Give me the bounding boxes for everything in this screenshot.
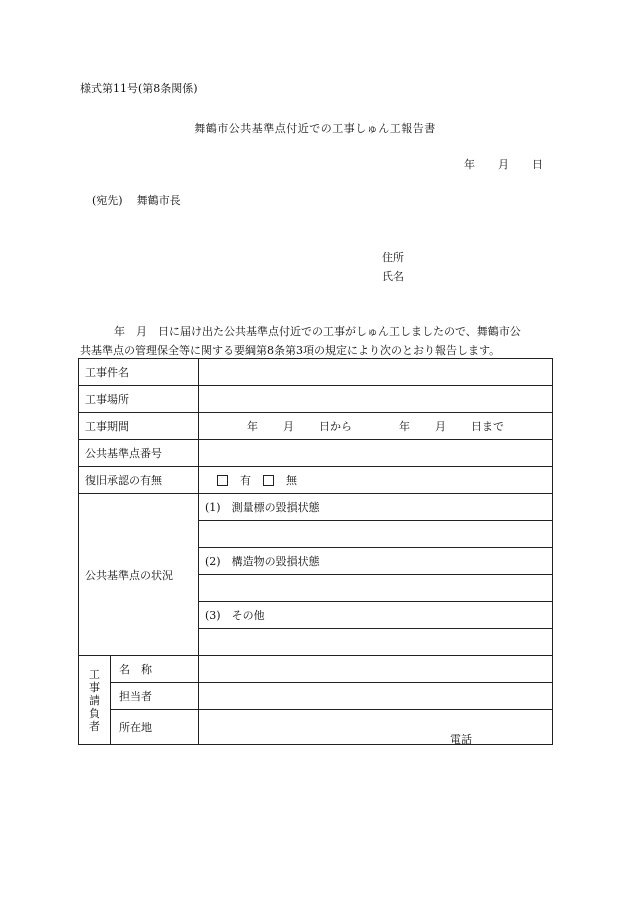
row-work-place <box>79 386 553 413</box>
status-item-3-field[interactable] <box>199 629 553 656</box>
contractor-header <box>79 656 111 745</box>
row-contractor-location <box>79 710 553 745</box>
contractor-char: 者 <box>89 719 100 733</box>
contractor-location-field[interactable] <box>199 710 553 745</box>
contractor-name-label: 名 称 <box>111 656 199 683</box>
contractor-char: 負 <box>89 706 100 720</box>
restoration-label: 復旧承認の有無 <box>79 467 199 494</box>
row-contractor-person <box>79 683 553 710</box>
period-end-month: 月 <box>435 420 446 433</box>
period-end-year: 年 <box>399 420 410 433</box>
contractor-char: 事 <box>89 680 100 694</box>
work-place-field[interactable] <box>199 386 553 413</box>
point-number-field[interactable] <box>199 440 553 467</box>
contractor-person-label: 担当者 <box>111 683 199 710</box>
status-item-1-label: (1) 測量標の毀損状態 <box>199 494 553 521</box>
phone-wrap <box>205 710 546 744</box>
contractor-location-label: 所在地 <box>111 710 199 745</box>
restoration-yes-checkbox[interactable] <box>217 475 228 486</box>
date-month: 月 <box>498 158 509 171</box>
report-body <box>80 322 552 360</box>
status-item-2-field[interactable] <box>199 575 553 602</box>
addressee-prefix: (宛先) <box>92 194 123 207</box>
work-name-field[interactable] <box>199 359 553 386</box>
form-number: 様式第11号(第8条関係) <box>80 82 198 95</box>
addressee-name: 舞鶴市長 <box>136 194 181 207</box>
status-item-3-label: (3) その他 <box>199 602 553 629</box>
work-name-label: 工事件名 <box>79 359 199 386</box>
row-status-1 <box>79 494 553 521</box>
point-number-label: 公共基準点番号 <box>79 440 199 467</box>
status-label: 公共基準点の状況 <box>79 494 199 656</box>
name-label: 氏名 <box>382 270 404 283</box>
work-period-label: 工事期間 <box>79 413 199 440</box>
document-title: 舞鶴市公共基準点付近での工事しゅん工報告書 <box>194 122 436 135</box>
period-start-year: 年 <box>247 420 258 433</box>
row-work-name <box>79 359 553 386</box>
restoration-no-label: 無 <box>286 474 297 487</box>
contractor-person-field[interactable] <box>199 683 553 710</box>
status-item-2-label: (2) 構造物の毀損状態 <box>199 548 553 575</box>
phone-label: 電話 <box>450 733 472 745</box>
row-point-number <box>79 440 553 467</box>
period-start-day: 日から <box>319 420 352 433</box>
date-year: 年 <box>464 158 475 171</box>
row-work-period <box>79 413 553 440</box>
row-contractor-name <box>79 656 553 683</box>
status-item-1-field[interactable] <box>199 521 553 548</box>
date-day: 日 <box>532 158 543 171</box>
contractor-name-field[interactable] <box>199 656 553 683</box>
restoration-yes-label: 有 <box>240 474 251 487</box>
date-line <box>464 156 543 172</box>
contractor-char: 工 <box>89 667 100 681</box>
row-restoration <box>79 467 553 494</box>
period-start-month: 月 <box>283 420 294 433</box>
contractor-char: 請 <box>89 693 100 707</box>
address-label: 住所 <box>382 251 404 264</box>
work-period-field[interactable] <box>199 413 553 440</box>
restoration-no-checkbox[interactable] <box>263 475 274 486</box>
work-place-label: 工事場所 <box>79 386 199 413</box>
restoration-field <box>199 467 553 494</box>
body-line-2: 共基準点の管理保全等に関する要綱第8条第3項の規定により次のとおり報告します。 <box>80 344 501 357</box>
report-table <box>78 358 553 745</box>
body-line-1: 年 月 日に届け出た公共基準点付近での工事がしゅん工しましたので、舞鶴市公 <box>114 325 521 338</box>
addressee-line <box>92 192 181 208</box>
period-end-day: 日まで <box>471 420 504 433</box>
